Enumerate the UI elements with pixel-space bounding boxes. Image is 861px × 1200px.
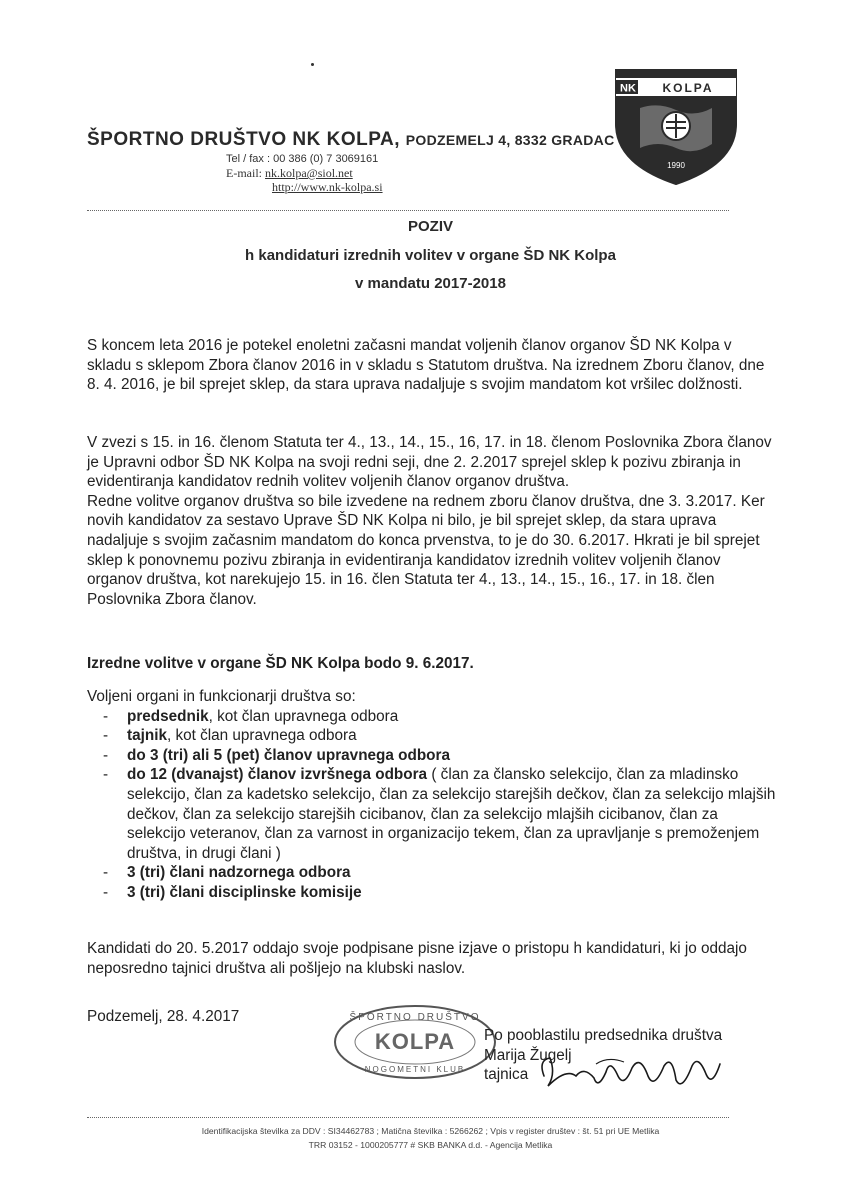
list-item: - predsednik, kot član upravnega odbora: [87, 707, 777, 727]
signature-name: Marija Žugelj: [484, 1046, 572, 1064]
club-stamp: [330, 1002, 500, 1082]
contact-block: [226, 152, 383, 194]
footer-divider: [87, 1117, 729, 1118]
positions-intro: Voljeni organi in funkcionarji društva so:: [87, 688, 356, 705]
header-divider: [87, 210, 729, 211]
document-title: POZIV: [407, 218, 453, 235]
document-mandate: v mandatu 2017-2018: [355, 275, 506, 292]
web-line: [272, 180, 383, 194]
email-line: [226, 166, 383, 180]
stamp-center-text: KOLPA: [374, 1029, 456, 1054]
signature-authority: Po pooblastilu predsednika društva: [484, 1027, 723, 1044]
organization-name: ŠPORTNO DRUŠTVO NK KOLPA,: [87, 129, 400, 150]
email-label: E-mail:: [226, 166, 262, 180]
speck-mark: [311, 63, 314, 66]
positions-section: [87, 687, 777, 903]
stamp-top-text: ŠPORTNO DRUŠTVO: [349, 1012, 481, 1023]
place-date: Podzemelj, 28. 4.2017: [87, 1008, 240, 1025]
election-date: Izredne volitve v organe ŠD NK Kolpa bodo 9. 6.2017.: [87, 655, 474, 672]
logo-year: 1990: [667, 161, 685, 170]
stamp-bottom-text: NOGOMETNI KLUB: [364, 1065, 466, 1074]
svg-text:KOLPA: KOLPA: [662, 81, 714, 95]
handwritten-signature: [536, 1046, 726, 1096]
list-item: - do 12 (dvanajst) članov izvršnega odbora ( član za člansko selekcijo, član za mladinsko selekcijo, član za kadetsko selekcijo, član za selekcijo starejših dečkov, član za selekcijo mlajših dečkov, član za selekcijo starejših cicibanov, član za selekcijo mlajših cicibanov, član za selekcijo veteranov, član za varnost in organizacijo tekem, član za upravljanje s premoženjem društva, in drugi člani ): [87, 765, 777, 863]
paragraph-1: S koncem leta 2016 je potekel enoletni začasni mandat voljenih članov organov ŠD NK Kolpa v skladu s sklepom Zbora članov 2016 in v skladu s Statutom društva. Na izrednem Zboru članov, dne 8. 4. 2016, je bil sprejet sklep, da stara uprava nadaljuje s svojim mandatom kot vršilec dolžnosti.: [87, 337, 765, 394]
footer-line-2: TRR 03152 - 1000205777 # SKB BANKA d.d. - Agencija Metlika: [308, 1140, 553, 1150]
organization-address: PODZEMELJ 4, 8332 GRADAC: [405, 132, 615, 148]
document-subtitle: h kandidaturi izrednih volitev v organe ŠD NK Kolpa: [245, 247, 616, 264]
positions-list: [87, 707, 777, 903]
website-link[interactable]: http://www.nk-kolpa.si: [272, 180, 383, 194]
club-logo: [608, 64, 744, 188]
paragraph-3: Redne volitve organov društva so bile izvedene na rednem zboru članov društva, dne 3. 3.2017. Ker novih kandidatov za sestavo Uprave ŠD NK Kolpa ni bilo, je bil sprejet sklep, da stara uprava nadaljuje s svojim začasnim mandatom do konca prvenstva, to je do 30. 6.2017. Hkrati je bil sprejet sklep k ponovnemu pozivu zbiranja in evidentiranja kandidatov izrednih volitev voljenih članov organov društva, kot narekujejo 15. in 16. člen Statuta ter 4., 13., 14., 15., 16., 17. in 18. člen Poslovnika Zbora članov.: [87, 492, 765, 608]
list-item: - 3 (tri) člani disciplinske komisije: [87, 883, 777, 903]
email-link[interactable]: nk.kolpa@siol.net: [265, 166, 353, 180]
footer-line-1: Identifikacijska številka za DDV : SI34462783 ; Matična številka : 5266262 ; Vpis v register društev : št. 51 pri UE Metlika: [201, 1126, 660, 1136]
list-item: - 3 (tri) člani nadzornega odbora: [87, 863, 777, 883]
tel-fax: Tel / fax : 00 386 (0) 7 3069161: [226, 153, 379, 165]
candidates-paragraph: Kandidati do 20. 5.2017 oddajo svoje podpisane pisne izjave o pristopu h kandidaturi, ki jo oddajo neposredno tajnici društva ali pošljejo na klubski naslov.: [87, 940, 747, 977]
organization-title: [87, 129, 614, 151]
list-item: - do 3 (tri) ali 5 (pet) članov upravnega odbora: [87, 746, 777, 766]
list-item: - tajnik, kot član upravnega odbora: [87, 726, 777, 746]
paragraph-2: V zvezi s 15. in 16. členom Statuta ter 4., 13., 14., 15., 16, 17. in 18. členom Poslovnika Zbora članov je Upravni odbor ŠD NK Kolpa na svoji redni seji, dne 2. 2.2017 sprejel sklep k pozivu zbiranja in evidentiranja kandidatov rednih volitev voljenih članov organov društva. Redne volitve organov društva so bile izvedene na rednem zboru članov društva, dne 3. 3.2017. Ker novih kandidatov za sestavo Uprave ŠD NK Kolpa ni bilo, je bil sprejet sklep, da stara uprava nadaljuje s svojim začasnim mandatom do konca prvenstva, to je do 30. 6.2017. Hkrati je bil sprejet sklep k ponovnemu pozivu zbiranja in evidentiranja kandidatov izrednih volitev voljenih članov organov društva, kot narekujejo 15. in 16. člen Statuta ter 4., 13., 14., 15., 16., 17. in 18. člen Poslovnika Zbora članov.: [87, 433, 777, 609]
signature-role: tajnica: [484, 1066, 529, 1084]
svg-text:NK: NK: [620, 82, 636, 95]
